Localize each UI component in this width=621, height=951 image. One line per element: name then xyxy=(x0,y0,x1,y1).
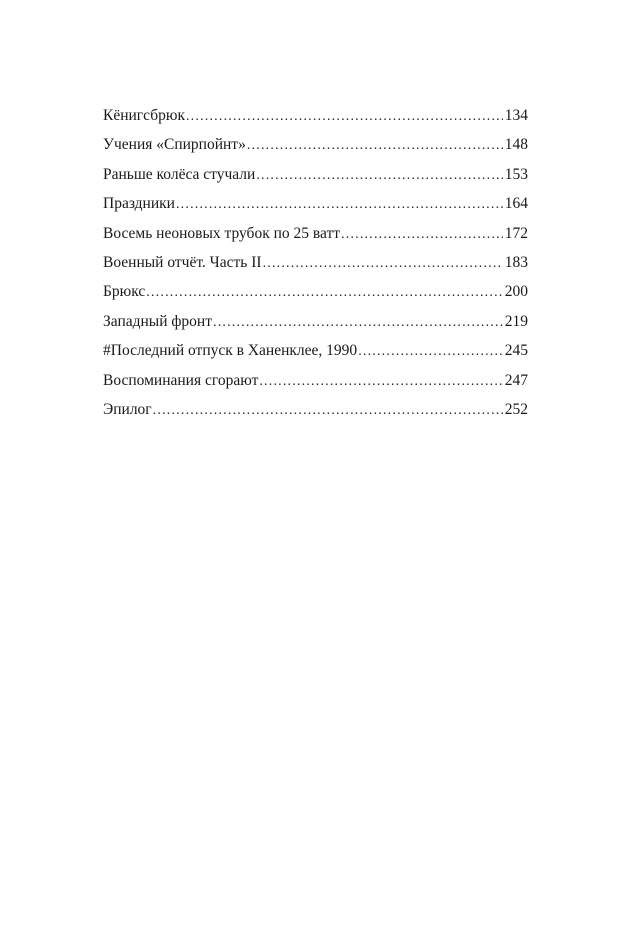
toc-entry xyxy=(103,366,528,395)
toc-entry xyxy=(103,277,528,306)
toc-entry-page: 252 xyxy=(504,400,528,418)
toc-entry xyxy=(103,160,528,189)
toc-entry xyxy=(103,101,528,130)
toc-entry xyxy=(103,189,528,218)
toc-dot-leader xyxy=(153,396,503,424)
toc-dot-leader xyxy=(247,131,503,159)
toc-entry-title: Западный фронт xyxy=(103,312,212,330)
toc-entry-title: Восемь неоновых трубок по 25 ватт xyxy=(103,224,341,242)
toc-dot-leader xyxy=(186,102,503,130)
toc-entry-title: Брюкс xyxy=(103,283,146,301)
toc-entry xyxy=(103,219,528,248)
toc-entry-page: 153 xyxy=(504,165,528,183)
toc-entry-title: Кёнигсбрюк xyxy=(103,107,185,124)
toc-dot-leader xyxy=(259,367,502,395)
toc-entry-page: 200 xyxy=(504,283,528,301)
toc-entry-page: 164 xyxy=(504,195,528,213)
toc-entry-title: Воспоминания сгорают xyxy=(103,371,259,389)
toc-entry-page: 148 xyxy=(504,136,528,154)
toc-entry-title: #Последний отпуск в Ханенклее, 1990 xyxy=(103,342,358,360)
toc-entry-page: 172 xyxy=(504,224,528,242)
toc-entry xyxy=(103,307,528,336)
toc-entry-title: Эпилог xyxy=(103,400,152,418)
toc-entry-page: 183 xyxy=(504,253,528,271)
toc-entry-title: Праздники xyxy=(103,195,175,213)
toc-entry xyxy=(103,130,528,159)
toc-entry xyxy=(103,395,528,424)
toc-dot-leader xyxy=(263,249,503,277)
toc-dot-leader xyxy=(358,337,503,365)
toc-entry-page: 247 xyxy=(504,371,528,389)
toc-dot-leader xyxy=(213,308,503,336)
toc-dot-leader xyxy=(176,190,503,218)
toc-dot-leader xyxy=(146,278,502,306)
toc-entry xyxy=(103,336,528,365)
toc-dot-leader xyxy=(256,161,502,189)
toc-entry-page: 219 xyxy=(504,312,528,330)
toc-entry xyxy=(103,248,528,277)
toc-entry-title: Учения «Спирпойнт» xyxy=(103,136,246,154)
toc-entry-title: Военный отчёт. Часть II xyxy=(103,253,262,271)
toc-entry-page: 134 xyxy=(504,107,528,124)
table-of-contents xyxy=(103,101,528,424)
toc-entry-page: 245 xyxy=(504,342,528,360)
toc-dot-leader xyxy=(341,220,503,248)
toc-entry-title: Раньше колёса стучали xyxy=(103,165,256,183)
